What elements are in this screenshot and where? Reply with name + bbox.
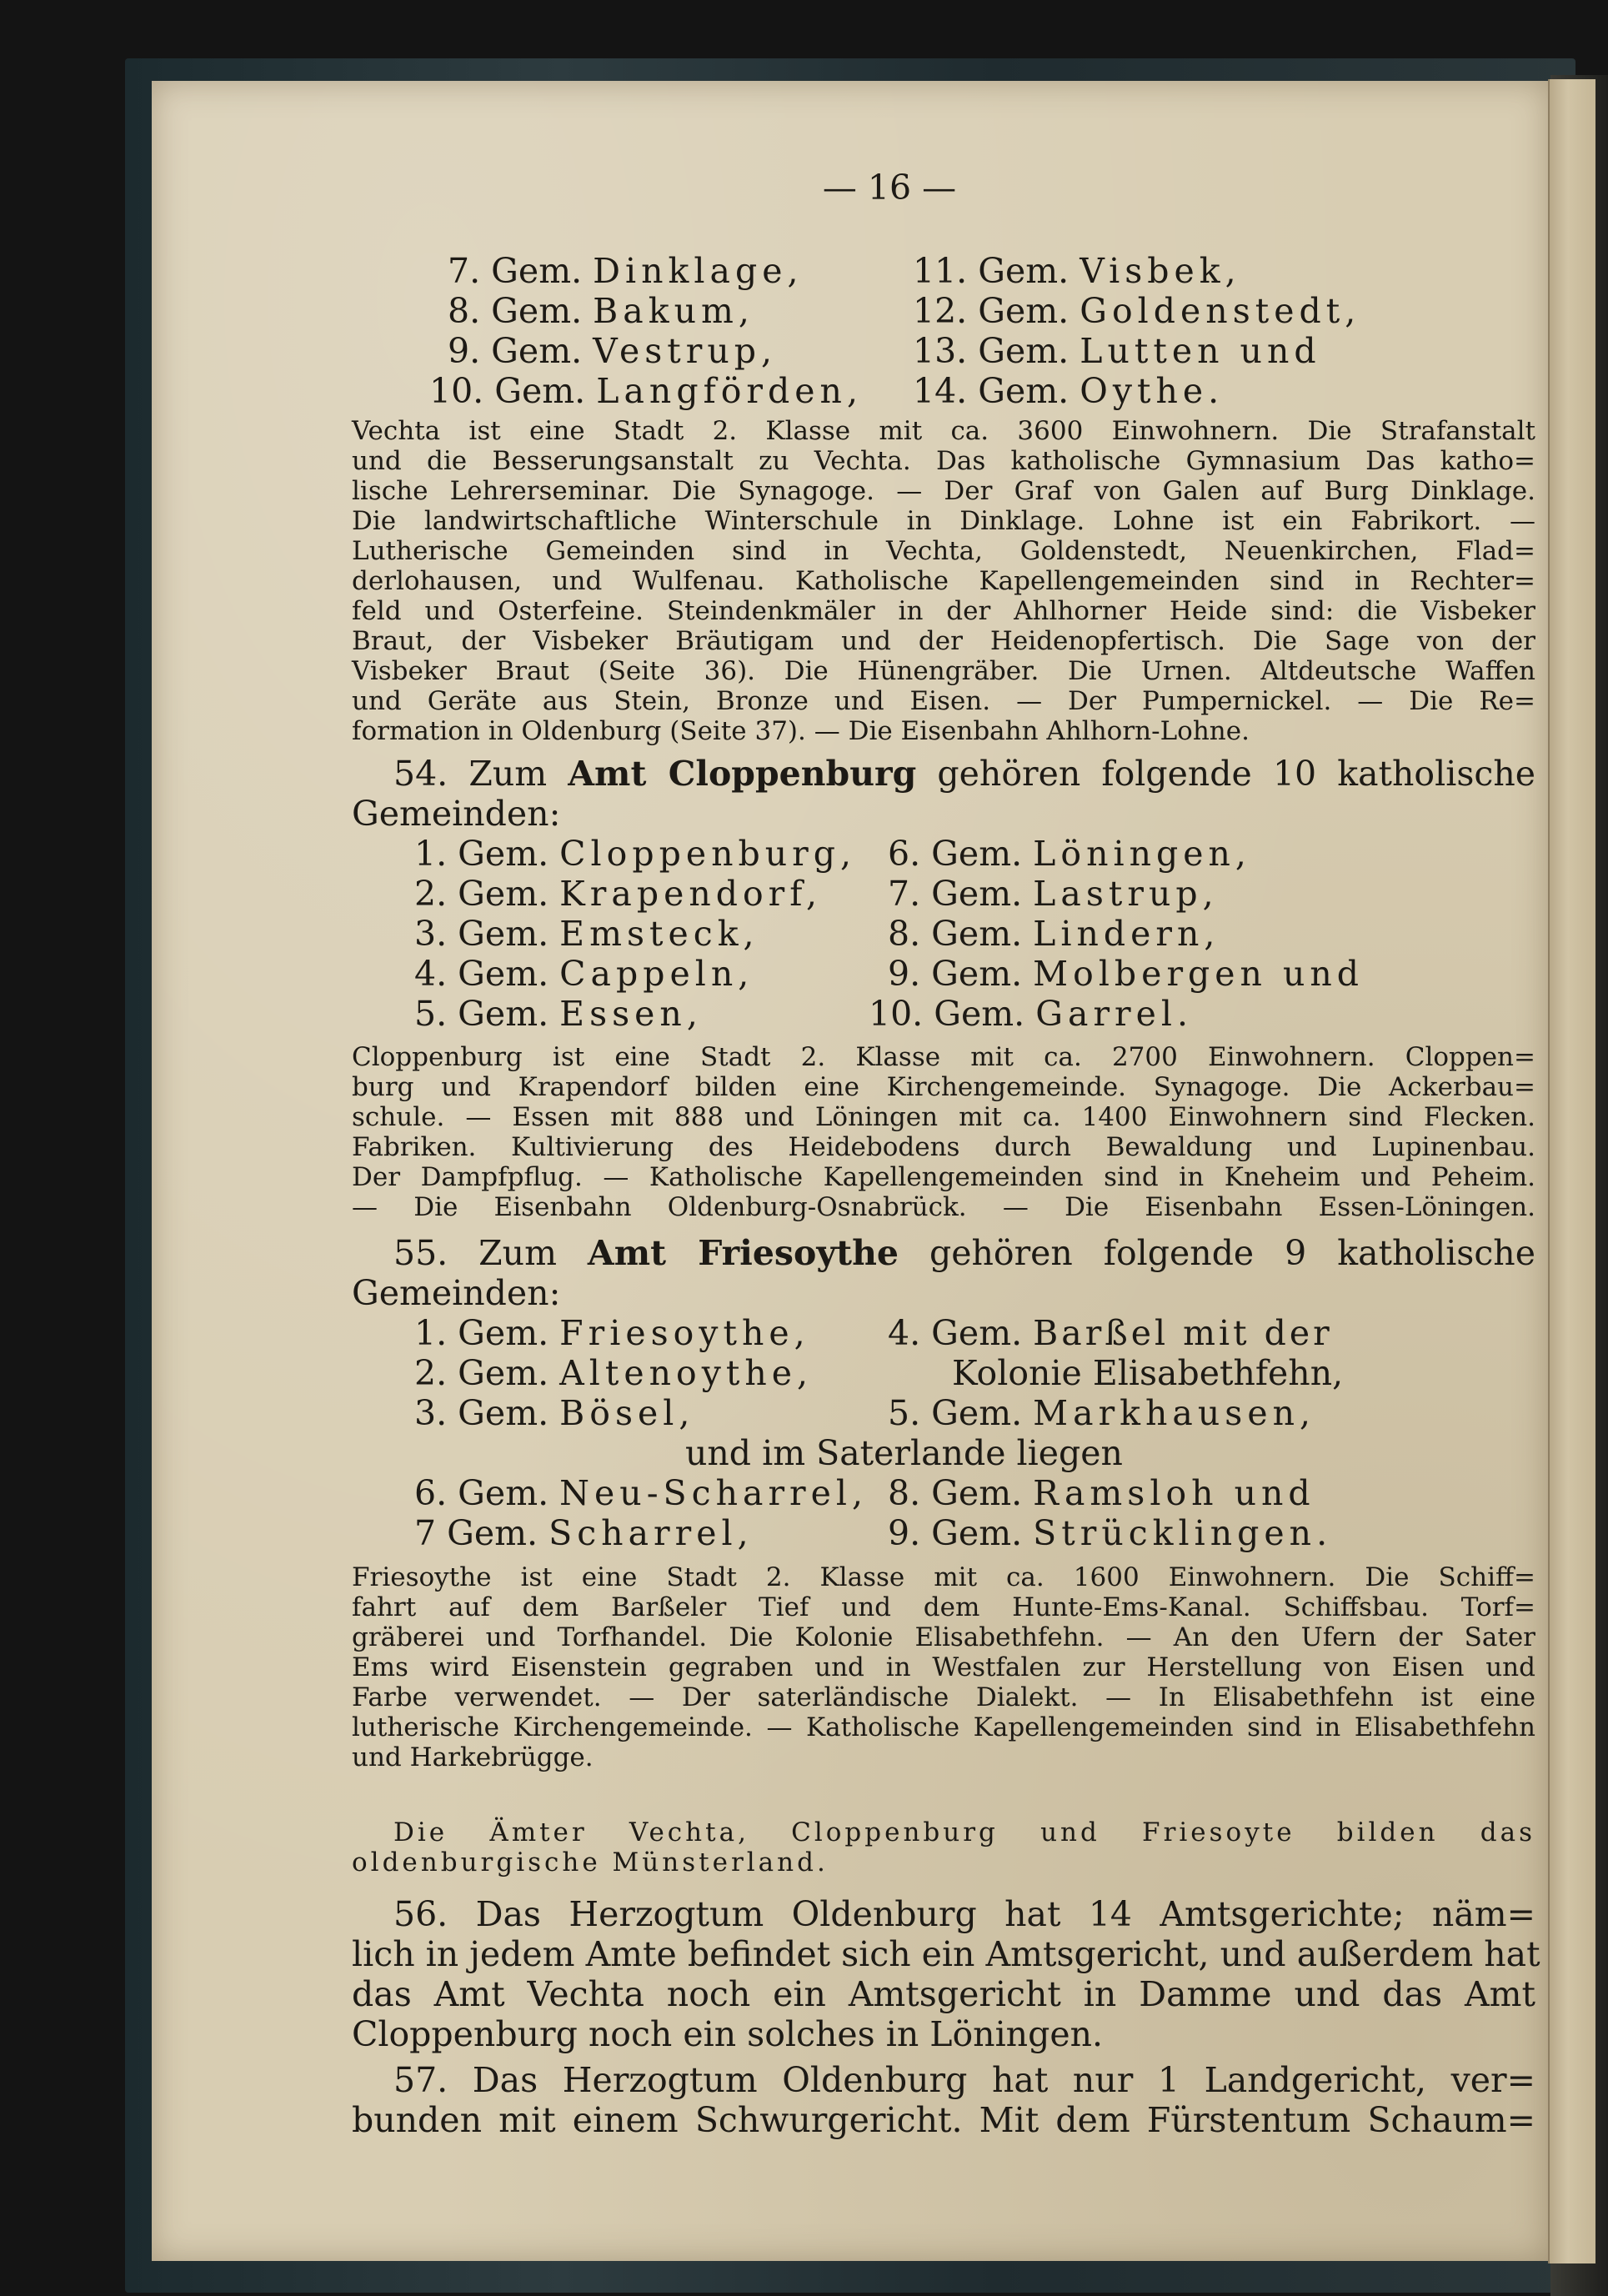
list-item: 8. Gem. Ramsloh und [888,1473,1315,1513]
note-line: Friesoythe ist eine Stadt 2. Klasse mit ca. 1600 Einwohnern. Die Schiff= [352,1562,1535,1592]
paragraph-line: 57. Das Herzogtum Oldenburg hat nur 1 Landgericht, ver= [393,2060,1535,2100]
note-line: burg und Krapendorf bilden eine Kirchengemeinde. Synagoge. Die Ackerbau= [352,1072,1535,1102]
note-line: Die landwirtschaftliche Winterschule in Dinklage. Lohne ist ein Fabrikort. — [352,506,1535,536]
list-item: 5. Gem. Markhausen, [888,1393,1316,1433]
list-item: 12. Gem. Goldenstedt, [913,291,1361,331]
book-page [152,81,1548,2261]
note-line: gräberei und Torfhandel. Die Kolonie Elisabethfehn. — An den Ufern der Sater [352,1622,1535,1652]
note-line: Braut, der Visbeker Bräutigam und der Heidenopfertisch. Die Sage von der [352,626,1535,656]
note-line: Visbeker Braut (Seite 36). Die Hünengräber. Die Urnen. Altdeutsche Waffen [352,656,1535,686]
note-line: lische Lehrerseminar. Die Synagoge. — Der Graf von Galen auf Burg Dinklage. [352,476,1535,506]
paragraph-line: Cloppenburg noch ein solches in Löningen. [352,2014,1104,2054]
list-item: 9. Gem. Vestrup, [448,331,778,371]
summary-line: Die Ämter Vechta, Cloppenburg und Friesoyte bilden das [393,1817,1535,1847]
list-midline: und im Saterlande liegen [685,1433,1123,1473]
list-item: 10. Gem. Langförden, [429,371,863,411]
list-item: 6. Gem. Neu-Scharrel, [414,1473,869,1513]
note-line: derlohausen, und Wulfenau. Katholische Kapellengemeinden sind in Rechter= [352,566,1535,596]
note-line: Cloppenburg ist eine Stadt 2. Klasse mit ca. 2700 Einwohnern. Cloppen= [352,1042,1535,1072]
list-item: 2. Gem. Krapendorf, [414,874,823,914]
paragraph-line: lich in jedem Amte befindet sich ein Amtsgericht, und außerdem hat [352,1934,1540,1974]
note-line: feld und Osterfeine. Steindenkmäler in der Ahlhorner Heide sind: die Visbeker [352,596,1535,626]
list-item: 2. Gem. Altenoythe, [414,1353,814,1393]
list-item: Kolonie Elisabethfehn, [952,1353,1344,1393]
list-item: 9. Gem. Strücklingen. [888,1513,1333,1553]
list-item: 1. Gem. Cloppenburg, [414,834,857,874]
list-item: 6. Gem. Löningen, [888,834,1251,874]
note-line: formation in Oldenburg (Seite 37). — Die Eisenbahn Ahlhorn-Lohne. [352,716,1250,746]
note-line: Lutherische Gemeinden sind in Vechta, Goldenstedt, Neuenkirchen, Flad= [352,536,1535,566]
list-item: 3. Gem. Emsteck, [414,914,759,954]
paragraph-line: 56. Das Herzogtum Oldenburg hat 14 Amtsgerichte; näm= [393,1894,1535,1934]
summary-line: oldenburgische Münsterland. [352,1847,829,1877]
note-line: fahrt auf dem Barßeler Tief und dem Hunte-Ems-Kanal. Schiffsbau. Torf= [352,1592,1535,1622]
paragraph-line: das Amt Vechta noch ein Amtsgericht in Damme und das Amt [352,1974,1535,2014]
note-line: und Geräte aus Stein, Bronze und Eisen. — Der Pumpernickel. — Die Re= [352,686,1535,716]
list-item: 11. Gem. Visbek, [913,251,1241,291]
list-item: 4. Gem. Cappeln, [414,954,754,994]
paragraph-line: bunden mit einem Schwurgericht. Mit dem Fürstentum Schaum= [352,2100,1535,2140]
list-item: 7. Gem. Lastrup, [888,874,1219,914]
list-item: 7 Gem. Scharrel, [414,1513,754,1553]
list-item: 7. Gem. Dinklage, [448,251,804,291]
section-heading: 54. Zum Amt Cloppenburg gehören folgende 10 katholische [393,754,1535,794]
section-heading: 55. Zum Amt Friesoythe gehören folgende 9 katholische [393,1233,1535,1273]
list-item: 13. Gem. Lutten und [913,331,1321,371]
section-heading-cont: Gemeinden: [352,794,561,834]
list-item: 10. Gem. Garrel. [869,994,1194,1034]
note-line: Ems wird Eisenstein gegraben und in Westfalen zur Herstellung von Eisen und [352,1652,1535,1682]
list-item: 8. Gem. Bakum, [448,291,754,331]
note-line: und die Besserungsanstalt zu Vechta. Das katholische Gymnasium Das katho= [352,446,1535,476]
list-item: 8. Gem. Lindern, [888,914,1220,954]
note-line: Farbe verwendet. — Der saterländische Dialekt. — In Elisabethfehn ist eine [352,1682,1535,1712]
list-item: 3. Gem. Bösel, [414,1393,695,1433]
note-line: Der Dampfpflug. — Katholische Kapellengemeinden sind in Kneheim und Peheim. [352,1162,1535,1192]
note-line: Fabriken. Kultivierung des Heidebodens durch Bewaldung und Lupinenbau. [352,1132,1535,1162]
section-heading-cont: Gemeinden: [352,1273,561,1313]
note-line: und Harkebrügge. [352,1742,594,1772]
list-item: 5. Gem. Essen, [414,994,703,1034]
page-number: — 16 — [822,168,957,208]
list-item: 9. Gem. Molbergen und [888,954,1365,994]
list-item: 4. Gem. Barßel mit der [888,1313,1333,1353]
next-page-edge [1548,79,1595,2263]
note-line: Vechta ist eine Stadt 2. Klasse mit ca. 3600 Einwohnern. Die Strafanstalt [352,416,1535,446]
list-item: 14. Gem. Oythe. [913,371,1225,411]
note-line: schule. — Essen mit 888 und Löningen mit ca. 1400 Einwohnern sind Flecken. [352,1102,1535,1132]
note-line: lutherische Kirchengemeinde. — Katholische Kapellengemeinden sind in Elisabethfehn [352,1712,1535,1742]
list-item: 1. Gem. Friesoythe, [414,1313,810,1353]
note-line: — Die Eisenbahn Oldenburg-Osnabrück. — Die Eisenbahn Essen-Löningen. [352,1192,1535,1222]
